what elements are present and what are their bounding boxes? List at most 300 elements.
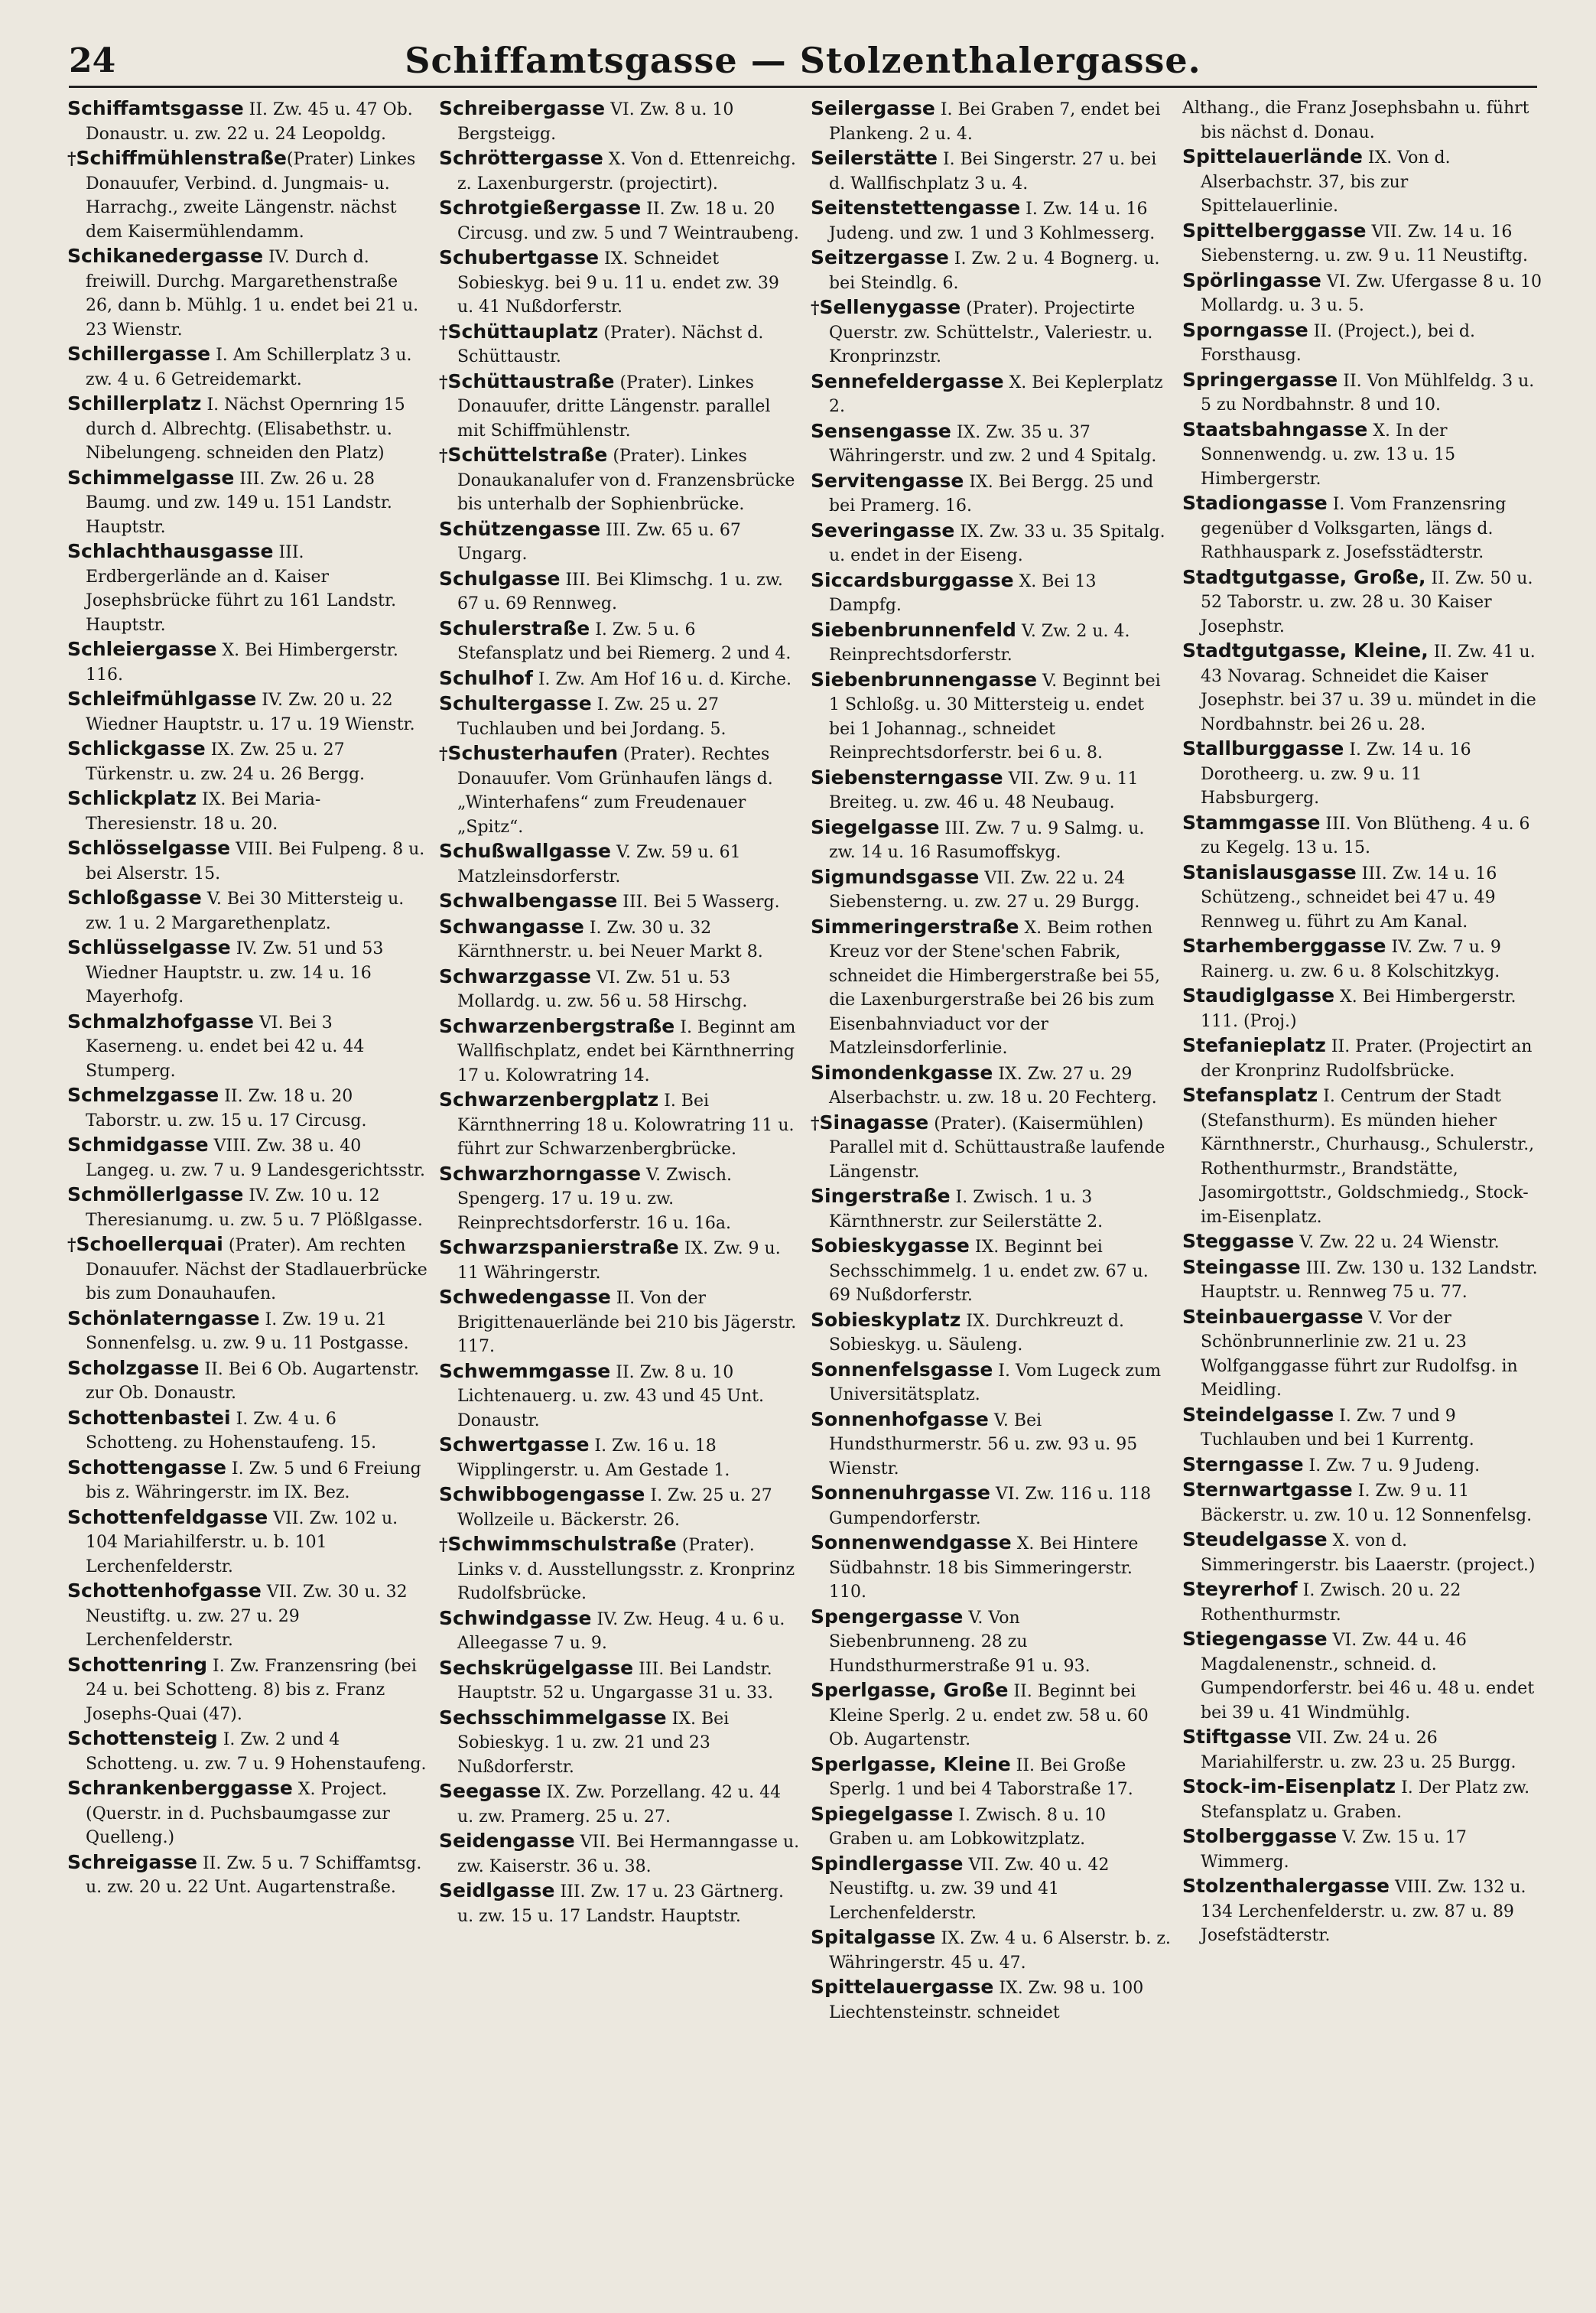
street-name: Spittelauerlände <box>1182 145 1363 168</box>
directory-entry <box>439 889 800 915</box>
street-name: Schüttauplatz <box>447 320 599 343</box>
street-description: I. Zwisch. 1 u. 3 Kärnthnerstr. zur Seilerstätte 2. <box>829 1188 1104 1231</box>
street-name: Spittelberggasse <box>1182 219 1367 242</box>
street-description: VII. Zw. 24 u. 26 Mariahilferstr. u. zw. 23 u. 25 Burgg. <box>1201 1729 1516 1772</box>
directory-entry <box>67 1726 428 1776</box>
street-name: Schlüsselgasse <box>67 936 231 958</box>
directory-entry <box>67 146 428 244</box>
directory-entry <box>1182 811 1543 860</box>
street-description: X. Bei Himbergerstr. 116. <box>86 641 398 685</box>
street-description: VIII. Zw. 38 u. 40 Langeg. u. zw. 7 u. 9 Landesgerichtsstr. <box>86 1137 425 1180</box>
street-description: IX. Bei Bergg. 25 und bei Pramerg. 16. <box>829 472 1154 516</box>
street-description: II. Beginnt bei Kleine Sperlg. 2 u. endet zw. 58 u. 60 Ob. Augartenstr. <box>829 1682 1149 1749</box>
directory-entry <box>439 1088 800 1162</box>
dagger-mark: † <box>67 149 76 169</box>
street-name: Spittelauergasse <box>811 1976 994 1998</box>
directory-entry <box>67 935 428 1010</box>
street-description: I. Zw. 2 u. 4 Bognerg. u. bei Steindlg. 6. <box>829 249 1160 293</box>
directory-entry <box>811 1308 1172 1358</box>
street-description: X. Von d. Ettenreichg. z. Laxenburgerstr. (projectirt). <box>457 150 796 194</box>
directory-entry <box>1182 1527 1543 1577</box>
directory-entry <box>811 1234 1172 1308</box>
directory-entry <box>439 965 800 1014</box>
street-name: Sechsschimmelgasse <box>439 1706 667 1729</box>
directory-entry <box>67 244 428 342</box>
street-description: VII. Zw. 40 u. 42 Neustiftg. u. zw. 39 und 41 Lerchenfelderstr. <box>829 1855 1110 1923</box>
street-name: Sonnenhofgasse <box>811 1407 989 1430</box>
street-description: I. Zw. 30 u. 32 Kärnthnerstr. u. bei Neuer Markt 8. <box>457 918 763 961</box>
street-name: Stefansplatz <box>1182 1084 1318 1106</box>
street-description: IX. Zw. 4 u. 6 Alserstr. b. z. Währingerstr. 45 u. 47. <box>829 1929 1171 1973</box>
directory-entry <box>811 1678 1172 1752</box>
directory-entry <box>811 1184 1172 1234</box>
dagger-mark: † <box>439 372 448 392</box>
directory-entry <box>1182 1577 1543 1627</box>
directory-entry <box>67 637 428 687</box>
street-description: I. Zwisch. 20 u. 22 Rothenthurmstr. <box>1201 1581 1461 1625</box>
directory-entry <box>1182 1725 1543 1775</box>
street-description: (Prater). Projectirte Querstr. zw. Schüttelstr., Valeriestr. u. Kronprinzstr. <box>829 299 1153 366</box>
street-name: Spiegelgasse <box>811 1802 954 1825</box>
street-description: V. Zw. 59 u. 61 Matzleinsdorferstr. <box>457 843 741 886</box>
directory-entry <box>811 1802 1172 1852</box>
street-description: IX. Schneidet Sobieskyg. bei 9 u. 11 u. endet zw. 39 u. 41 Nußdorferstr. <box>457 249 779 317</box>
directory-entry <box>67 466 428 540</box>
directory-entry <box>1182 318 1543 368</box>
dagger-mark: † <box>439 446 448 466</box>
street-name: Singerstraße <box>811 1185 951 1207</box>
street-description: I. Zw. 14 u. 16 Dorotheerg. u. zw. 9 u. 11 Habsburgerg. <box>1201 740 1471 808</box>
street-name: Schreigasse <box>67 1850 197 1873</box>
street-description: I. Zw. 5 und 6 Freiung bis z. Währingerstr. im IX. Bez. <box>86 1459 421 1502</box>
street-description: IV. Zw. 7 u. 9 Rainerg. u. zw. 6 u. 8 Kolschitzkyg. <box>1201 938 1501 981</box>
street-name: Starhemberggasse <box>1182 935 1386 957</box>
street-description: I. Zw. 25 u. 27 Tuchlauben und bei Jordang. 5. <box>457 695 726 739</box>
street-name: Stolzenthalergasse <box>1182 1875 1390 1897</box>
directory-entry <box>811 668 1172 766</box>
directory-entry <box>1182 565 1543 639</box>
street-name: Schwangasse <box>439 915 584 938</box>
running-head: Schiffamtsgasse — Stolzenthalergasse. <box>405 40 1201 81</box>
street-name: Simondenkgasse <box>811 1061 993 1084</box>
directory-entry <box>67 1850 428 1900</box>
directory-entry <box>811 146 1172 196</box>
directory-entry <box>67 392 428 466</box>
street-description: IX. Zw. 27 u. 29 Alserbachstr. u. zw. 18 u. 20 Fechterg. <box>829 1064 1157 1108</box>
street-description: I. Bei Singerstr. 27 u. bei d. Wallfischplatz 3 u. 4. <box>829 150 1157 194</box>
street-description: V. Zw. 2 u. 4. Reinprechtsdorferstr. <box>829 621 1130 665</box>
directory-entry <box>811 419 1172 469</box>
street-name: Schrotgießergasse <box>439 197 642 219</box>
directory-entry <box>811 915 1172 1061</box>
directory-entry <box>439 741 800 839</box>
street-description: IX. Beginnt bei Sechsschimmelg. 1 u. endet zw. 67 u. 69 Nußdorferstr. <box>829 1238 1149 1305</box>
street-description: I. Zw. 14 u. 16 Judeng. und zw. 1 und 3 Kohlmesserg. <box>829 200 1156 243</box>
street-name: Schwertgasse <box>439 1433 590 1456</box>
directory-entry <box>1182 737 1543 811</box>
directory-entry <box>67 1406 428 1456</box>
street-name: Sobieskyplatz <box>811 1308 961 1331</box>
directory-entry <box>811 865 1172 915</box>
directory-entry <box>1182 1083 1543 1229</box>
directory-entry <box>811 1752 1172 1802</box>
directory-entry <box>811 568 1172 618</box>
street-description: (Prater). Rechtes Donauufer. Vom Grünhaufen längs d. „Winterhafens“ zum Freudenauer „Spitz“. <box>457 745 773 837</box>
street-name: Schröttergasse <box>439 147 603 169</box>
directory-entry <box>439 1606 800 1656</box>
header-rule <box>69 86 1537 88</box>
directory-entry <box>67 1133 428 1183</box>
street-name: Schmöllerlgasse <box>67 1183 244 1205</box>
directory-entry <box>1182 1453 1543 1479</box>
directory-entry <box>811 196 1172 246</box>
street-description: I. Beginnt am Wallfischplatz, endet bei Kärnthnerring 17 u. Kolowratring 14. <box>457 1017 796 1085</box>
directory-entry <box>439 691 800 741</box>
directory-entry <box>1182 1305 1543 1403</box>
street-description: VIII. Zw. 132 u. 134 Lerchenfelderstr. u. zw. 87 u. 89 Josefstädterstr. <box>1201 1878 1526 1945</box>
street-name: Spengergasse <box>811 1605 964 1628</box>
street-name: Sonnenuhrgasse <box>811 1482 990 1504</box>
directory-entry <box>1182 1874 1543 1948</box>
directory-entry <box>67 687 428 737</box>
street-name: Siebenbrunnengasse <box>811 668 1038 691</box>
directory-entry <box>1182 1627 1543 1725</box>
street-description: IV. Zw. 51 und 53 Wiedner Hauptstr. u. zw. 14 u. 16 Mayerhofg. <box>86 939 384 1007</box>
street-description: I. Zw. Am Hof 16 u. d. Kirche. <box>532 669 792 689</box>
street-description: IV. Zw. 10 u. 12 Theresianumg. u. zw. 5 u. 7 Plößlgasse. <box>86 1186 423 1230</box>
directory-entry <box>811 815 1172 865</box>
street-name: Sternwartgasse <box>1182 1479 1353 1501</box>
street-name: Schiffmühlenstraße <box>76 147 287 169</box>
street-description: I. Zw. 4 u. 6 Schotteng. zu Hohenstaufeng. 15. <box>86 1409 377 1453</box>
street-description: (Prater). Linkes Donauufer, dritte Längenstr. parallel mit Schiffmühlenstr. <box>457 372 771 441</box>
street-description: II. Zw. 8 u. 10 Lichtenauerg. u. zw. 43 und 45 Unt. Donaustr. <box>457 1362 764 1430</box>
street-name: Schottenring <box>67 1653 208 1676</box>
directory-entry <box>811 618 1172 668</box>
street-name: Schlachthausgasse <box>67 540 274 562</box>
directory-entry <box>439 1359 800 1433</box>
street-name: Schmidgasse <box>67 1134 209 1156</box>
street-description: V. Zwisch. Spengerg. 17 u. 19 u. zw. Reinprechtsdorferstr. 16 u. 16a. <box>457 1165 733 1233</box>
directory-entry <box>439 1482 800 1532</box>
street-description: (Prater). Linkes Donaukanalufer von d. Franzensbrücke bis unterhalb der Sophienbrücke. <box>457 447 795 514</box>
street-description: I. Am Schillerplatz 3 u. zw. 4 u. 6 Getreidemarkt. <box>86 346 412 389</box>
directory-entry <box>67 1653 428 1727</box>
street-name: Springergasse <box>1182 368 1338 391</box>
directory-entry <box>67 1232 428 1306</box>
street-name: Schulgasse <box>439 567 561 590</box>
page-number: 24 <box>69 41 116 80</box>
street-name: Sennefeldergasse <box>811 369 1004 392</box>
street-name: Spindlergasse <box>811 1852 964 1875</box>
street-name: Schmelzgasse <box>67 1084 219 1106</box>
street-description: VII. Zw. 14 u. 16 Siebensterng. u. zw. 9 u. 11 Neustiftg. <box>1201 222 1529 265</box>
street-description: V. Von Siebenbrunneng. 28 zu Hundsthurmerstraße 91 u. 93. <box>829 1608 1091 1676</box>
dagger-mark: † <box>67 1235 76 1255</box>
street-name: Schlickplatz <box>67 787 197 809</box>
directory-entry <box>1182 639 1543 737</box>
street-description: III. Zw. 26 u. 28 Baumg. und zw. 149 u. 151 Landstr. Hauptstr. <box>86 469 392 537</box>
street-name: Schüttelstraße <box>447 444 608 466</box>
directory-entry <box>439 443 800 517</box>
street-name: Siccardsburggasse <box>811 568 1014 591</box>
street-name: Sperlgasse, Große <box>811 1679 1009 1701</box>
street-description: I. Zw. 7 u. 9 Judeng. <box>1303 1456 1481 1475</box>
street-description: IV. Zw. 20 u. 22 Wiedner Hauptstr. u. 17 u. 19 Wienstr. <box>86 691 415 734</box>
directory-entry <box>811 1111 1172 1185</box>
street-name: Schwedengasse <box>439 1286 611 1308</box>
street-name: Sechskrügelgasse <box>439 1656 634 1679</box>
directory-entry <box>439 369 800 444</box>
directory-entry <box>439 1433 800 1482</box>
street-name: Schleifmühlgasse <box>67 688 257 710</box>
directory-entry <box>67 1456 428 1505</box>
street-name: Schottenfeldgasse <box>67 1505 268 1528</box>
street-name: Sobieskygasse <box>811 1235 970 1257</box>
directory-entry <box>439 666 800 692</box>
street-name: Steggasse <box>1182 1230 1295 1252</box>
street-description: II. Von der Brigittenauerlände bei 210 bis Jägerstr. 117. <box>457 1289 797 1356</box>
street-description: III. Von Blütheng. 4 u. 6 zu Kegelg. 13 u. 15. <box>1201 814 1530 857</box>
street-name: Schwalbengasse <box>439 890 618 912</box>
directory-entry <box>439 1706 800 1780</box>
street-description: X. In der Sonnenwendg. u. zw. 13 u. 15 Himbergerstr. <box>1201 421 1456 489</box>
street-name: Schottenbastei <box>67 1406 231 1429</box>
street-description: (Prater). Links v. d. Ausstellungsstr. z. Kronprinz Rudolfsbrücke. <box>457 1536 795 1603</box>
street-name: Schubertgasse <box>439 246 600 268</box>
street-name: Schwemmgasse <box>439 1359 611 1382</box>
street-description: I. Vom Lugeck zum Universitätsplatz. <box>829 1361 1162 1404</box>
street-name: Sinagasse <box>819 1111 929 1134</box>
street-description: II. Zw. 5 u. 7 Schiffamtsg. u. zw. 20 u. 22 Unt. Augartenstraße. <box>86 1853 422 1897</box>
directory-entry <box>439 246 800 320</box>
street-description: III. Zw. 65 u. 67 Ungarg. <box>457 520 741 564</box>
street-description: VII. Zw. 22 u. 24 Siebensterng. u. zw. 27 u. 29 Burgg. <box>829 868 1140 912</box>
directory-entry <box>67 737 428 786</box>
street-description: I. Zw. 5 u. 6 Stefansplatz und bei Riemerg. 2 und 4. <box>457 620 791 663</box>
street-name: Schusterhaufen <box>447 742 619 764</box>
street-description: I. Der Platz zw. Stefansplatz u. Graben. <box>1201 1778 1530 1822</box>
street-name: Schleiergasse <box>67 638 217 660</box>
street-description: VII. Bei Hermanngasse u. zw. Kaiserstr. 36 u. 38. <box>457 1833 800 1876</box>
directory-entry <box>1182 1255 1543 1305</box>
directory-entry <box>811 766 1172 815</box>
street-name: Steudelgasse <box>1182 1528 1328 1550</box>
street-description: (Prater). Am rechten Donauufer. Nächst der Stadlauerbrücke bis zum Donauhaufen. <box>86 1236 427 1303</box>
street-description: I. Nächst Opernring 15 durch d. Albrechtg. (Elisabethstr. u. Nibelungeng. schneiden den Platz) <box>86 395 405 463</box>
street-name: Stadtgutgasse, Kleine, <box>1182 639 1429 662</box>
street-description: V. Zw. 15 u. 17 Wimmerg. <box>1201 1828 1467 1872</box>
directory-entry <box>1182 934 1543 984</box>
directory-entry <box>1182 145 1543 219</box>
directory-entry <box>811 1975 1172 2025</box>
street-name: Simmeringerstraße <box>811 915 1019 938</box>
street-description: I. Zw. 7 und 9 Tuchlauben und bei 1 Kurrentg. <box>1201 1406 1474 1449</box>
street-description: I. Zw. Franzensring (bei 24 u. bei Schotteng. 8) bis z. Franz Josephs-Quai (47). <box>86 1656 417 1724</box>
street-name: Schwarzhorngasse <box>439 1162 642 1185</box>
street-name: Siegelgasse <box>811 815 940 838</box>
street-description: IX. Zw. 35 u. 37 Währingerstr. und zw. 2 und 4 Spitalg. <box>829 422 1157 466</box>
dagger-mark: † <box>439 1535 448 1555</box>
directory-entry <box>439 915 800 965</box>
street-description: I. Zwisch. 8 u. 10 Graben u. am Lobkowitzplatz. <box>829 1805 1107 1849</box>
street-name: Schwarzspanierstraße <box>439 1236 679 1258</box>
street-name: Sellenygasse <box>819 296 961 318</box>
street-name: Steingasse <box>1182 1255 1301 1278</box>
dagger-mark: † <box>439 744 448 764</box>
street-name: Stefanieplatz <box>1182 1034 1326 1056</box>
street-name: Schultergasse <box>439 692 592 714</box>
directory-entry <box>439 1532 800 1606</box>
street-name: Stock-im-Eisenplatz <box>1182 1775 1396 1797</box>
street-description: II. Bei Große Sperlg. 1 und bei 4 Taborstraße 17. <box>829 1755 1133 1799</box>
street-name: Sonnenfelsgasse <box>811 1358 993 1381</box>
street-name: Staatsbahngasse <box>1182 418 1368 441</box>
street-description: IX. Von d. Alserbachstr. 37, bis zur Spittelauerlinie. <box>1201 148 1451 216</box>
street-description: III. Bei Landstr. Hauptstr. 52 u. Ungargasse 31 u. 33. <box>457 1659 774 1703</box>
directory-entry <box>439 96 800 146</box>
street-name: Stiftgasse <box>1182 1726 1292 1748</box>
directory-entry <box>67 1579 428 1653</box>
street-name: Stammgasse <box>1182 811 1321 834</box>
street-description: I. Vom Franzensring gegenüber d Volksgarten, längs d. Rathhauspark z. Josefsstädterstr. <box>1201 495 1507 562</box>
street-description: VI. Zw. Ufergasse 8 u. 10 Mollardg. u. 3 u. 5. <box>1201 272 1542 315</box>
directory-entry <box>1182 1403 1543 1453</box>
directory-entry <box>67 1183 428 1232</box>
directory-entry <box>439 567 800 616</box>
street-name: Seilerstätte <box>811 147 938 169</box>
street-description: IX. Zw. 9 u. 11 Währingerstr. <box>457 1239 781 1283</box>
directory-entry <box>67 96 428 146</box>
directory-entry <box>439 1235 800 1285</box>
street-name: Schloßgasse <box>67 886 202 909</box>
street-description: VI. Zw. 51 u. 53 Mollardg. u. zw. 56 u. 58 Hirschg. <box>457 968 748 1011</box>
street-description: IV. Zw. Heug. 4 u. 6 u. Alleegasse 7 u. 9. <box>457 1609 785 1653</box>
street-name: Stanislausgasse <box>1182 860 1357 883</box>
street-name: Sonnenwendgasse <box>811 1531 1012 1553</box>
street-description: X. Project. (Querstr. in d. Puchsbaumgasse zur Quelleng.) <box>86 1780 390 1847</box>
street-name: Stiegengasse <box>1182 1628 1328 1650</box>
directory-entry <box>811 469 1172 519</box>
street-description: I. Bei Graben 7, endet bei Plankeng. 2 u. 4. <box>829 100 1161 144</box>
street-name: Spitalgasse <box>811 1926 936 1948</box>
street-name: Schimmelgasse <box>67 466 235 489</box>
street-description: II. Zw. 18 u. 20 Circusg. und zw. 5 und 7 Weintraubeng. <box>457 200 799 243</box>
street-description: IV. Durch d. freiwill. Durchg. Margarethenstraße 26, dann b. Mühlg. 1 u. endet bei 21 u. 23 Wienstr. <box>86 248 419 340</box>
directory-entry <box>811 1481 1172 1531</box>
street-name: Sperlgasse, Kleine <box>811 1752 1011 1775</box>
directory-entry <box>67 836 428 886</box>
street-name: Schottenhofgasse <box>67 1579 262 1602</box>
street-description: V. Bei Hundsthurmerstr. 56 u. zw. 93 u. 95 Wienstr. <box>829 1410 1138 1479</box>
street-description: II. (Project.), bei d. Forsthausg. <box>1201 321 1475 365</box>
street-name: Schikanedergasse <box>67 245 264 267</box>
street-name: Schulerstraße <box>439 616 590 639</box>
street-description: V. Beginnt bei 1 Schloßg. u. 30 Mittersteig u. endet bei 1 Johannag., schneidet Reinprechtsdorferstr. bei 6 u. 8. <box>829 671 1161 763</box>
street-name: Schottengasse <box>67 1456 226 1479</box>
street-description: II. Zw. 18 u. 20 Taborstr. u. zw. 15 u. 17 Circusg. <box>86 1087 367 1130</box>
street-description: X. Bei Keplerplatz 2. <box>829 372 1163 416</box>
directory-column-4 <box>1182 93 1543 2296</box>
street-description: X. Bei 13 Dampfg. <box>829 571 1097 615</box>
street-description: I. Bei Kärnthnerring 18 u. Kolowratring 11 u. führt zur Schwarzenbergbrücke. <box>457 1091 795 1159</box>
street-description: III. Erdbergerlände an d. Kaiser Josephsbrücke führt zu 161 Landstr. Hauptstr. <box>86 543 397 635</box>
directory-entry <box>811 369 1172 419</box>
street-description: V. Vor der Schönbrunnerlinie zw. 21 u. 23 Wolfganggasse führt zur Rudolfsg. in Meidling. <box>1201 1308 1518 1400</box>
directory-entry <box>439 517 800 567</box>
directory-entry <box>1182 96 1543 145</box>
street-description: I. Zw. 16 u. 18 Wipplingerstr. u. Am Gestade 1. <box>457 1436 730 1480</box>
directory-entry <box>811 1358 1172 1407</box>
directory-entry <box>1182 1478 1543 1527</box>
street-name: Seitenstettengasse <box>811 197 1021 219</box>
street-description: I. Zw. 25 u. 27 Wollzeile u. Bäckerstr. 26. <box>457 1486 772 1530</box>
street-description: X. Bei Hintere Südbahnstr. 18 bis Simmeringerstr. 110. <box>829 1534 1139 1602</box>
street-name: Stadiongasse <box>1182 492 1328 514</box>
directory-entry <box>67 342 428 392</box>
street-name: Steindelgasse <box>1182 1403 1334 1426</box>
street-name: Seitzergasse <box>811 246 949 268</box>
street-name: Sporngasse <box>1182 318 1308 341</box>
directory-entry <box>67 539 428 637</box>
street-description: VII. Zw. 102 u. 104 Mariahilferstr. u. b. 101 Lerchenfelderstr. <box>86 1508 398 1576</box>
directory-entry <box>811 1531 1172 1605</box>
street-description: (Prater). Nächst d. Schüttaustr. <box>457 323 764 366</box>
directory-entry <box>439 1162 800 1236</box>
street-name: Schulhof <box>439 666 533 689</box>
street-description: II. Prater. (Projectirt an der Kronprinz Rudolfsbrücke. <box>1201 1037 1533 1081</box>
street-name: Schwibbogengasse <box>439 1483 645 1505</box>
street-name: Schwarzenbergstraße <box>439 1014 675 1037</box>
street-name: Stallburggasse <box>1182 737 1344 760</box>
directory-entry <box>439 196 800 246</box>
street-name: Schwarzenbergplatz <box>439 1088 659 1111</box>
street-description: IX. Zw. 98 u. 100 Liechtensteinstr. schneidet <box>829 1979 1144 2022</box>
directory-entry <box>439 1285 800 1359</box>
directory-entry <box>1182 219 1543 268</box>
street-name: Schönlaterngasse <box>67 1306 260 1329</box>
directory-entry <box>811 295 1172 369</box>
directory-entry <box>439 616 800 666</box>
street-description: III. Bei Klimschg. 1 u. zw. 67 u. 69 Rennweg. <box>457 570 783 613</box>
street-description: X. Bei Himbergerstr. 111. (Proj.) <box>1201 987 1516 1031</box>
street-name: Sterngasse <box>1182 1453 1304 1475</box>
street-description: IX. Zw. 33 u. 35 Spitalg. u. endet in der Eiseng. <box>829 522 1165 565</box>
directory-entry <box>439 320 800 369</box>
street-description: I. Centrum der Stadt (Stefansthurm). Es münden hieher Kärnthnerstr., Churhausg., Schulerstr., Rothenthurmstr., Brandstätte, Jasomirgottstr., Goldschmiedg., Stock-im-Eisenplatz. <box>1201 1087 1535 1227</box>
dagger-mark: † <box>811 1113 820 1134</box>
street-description: V. Bei 30 Mittersteig u. zw. 1 u. 2 Margarethenplatz. <box>86 890 405 933</box>
directory-entry <box>439 1656 800 1706</box>
street-description: VI. Zw. 44 u. 46 Magdalenenstr., schneid. d. Gumpendorferstr. bei 46 u. 48 u. endet bei 39 u. 41 Windmühlg. <box>1201 1631 1535 1723</box>
street-name: Seidengasse <box>439 1830 575 1852</box>
street-name: Schlösselgasse <box>67 837 231 859</box>
street-description: IX. Bei Maria-Theresienstr. 18 u. 20. <box>86 790 321 834</box>
street-description: VII. Zw. 9 u. 11 Breiteg. u. zw. 46 u. 48 Neubaug. <box>829 769 1139 812</box>
street-name: Siebensterngasse <box>811 766 1003 789</box>
street-name: Stadtgutgasse, Große, <box>1182 565 1426 588</box>
directory-column-3 <box>811 93 1172 2296</box>
street-description: VI. Zw. 116 u. 118 Gumpendorferstr. <box>829 1485 1152 1528</box>
directory-entry <box>1182 1824 1543 1874</box>
directory-entry <box>1182 1229 1543 1255</box>
street-name: Siebenbrunnenfeld <box>811 618 1016 641</box>
directory-entry <box>1182 491 1543 565</box>
street-description: II. Zw. 41 u. 43 Novarag. Schneidet die Kaiser Josephstr. bei 37 u. 39 u. mündet in die Nordbahnstr. bei 26 u. 28. <box>1201 642 1536 734</box>
street-name: Seilergasse <box>811 97 935 119</box>
street-name: Schmalzhofgasse <box>67 1010 254 1033</box>
street-description: II. Von Mühlfeldg. 3 u. 5 zu Nordbahnstr. 8 und 10. <box>1201 371 1535 415</box>
